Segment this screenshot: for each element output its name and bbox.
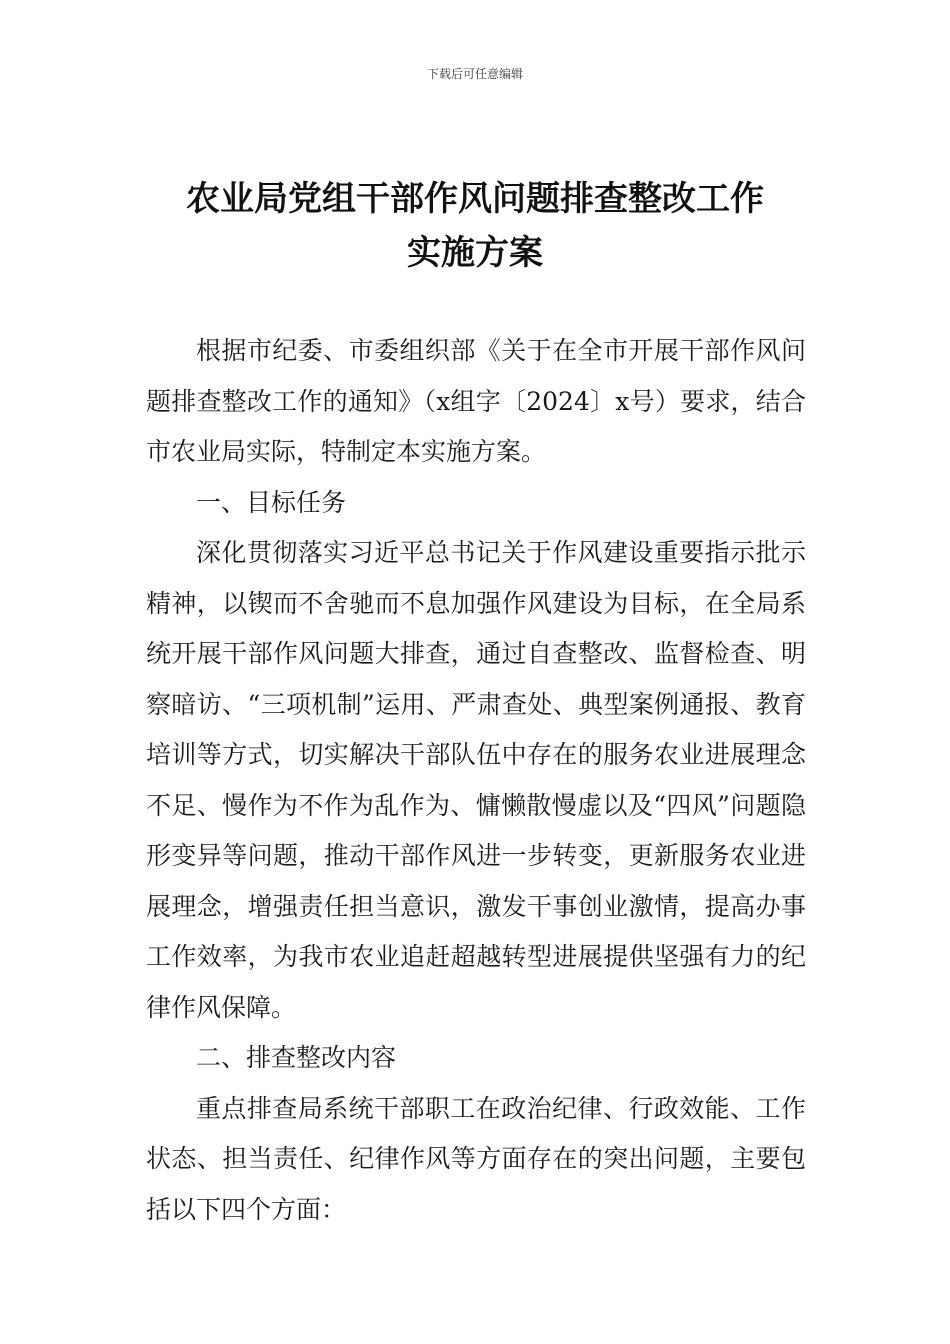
paragraph-intro: 根据市纪委、市委组织部《关于在全市开展干部作风问题排查整改工作的通知》（x组字〔2024〕x号）要求，结合市农业局实际，特制定本实施方案。 [146,336,806,466]
header-note: 下载后可任意编辑 [426,67,523,81]
document-title [120,172,830,280]
heading-section-2: 二、排查整改内容 [196,1043,397,1072]
title-line-1: 农业局党组干部作风问题排查整改工作 [186,179,764,219]
paragraph-goals: 深化贯彻落实习近平总书记关于作风建设重要指示批示精神，以锲而不舍驰而不息加强作风建设为目标，在全局系统开展干部作风问题大排查，通过自查整改、监督检查、明察暗访、“三项机制”运用、严肃查处、典型案例通报、教育培训等方式，切实解决干部队伍中存在的服务农业进展理念不足、慢作为不作为乱作为、慵懒散慢虚以及“四风”问题隐形变异等问题，推动干部作风进一步转变，更新服务农业进展理念，增强责任担当意识，激发干事创业激情，提高办事工作效率，为我市农业追赶超越转型进展提供坚强有力的纪律作风保障。 [146,538,806,1022]
heading-section-1: 一、目标任务 [196,487,347,517]
document-body [146,326,806,1235]
paragraph-content: 重点排查局系统干部职工在政治纪律、行政效能、工作状态、担当责任、纪律作风等方面存在的突出问题，主要包括以下四个方面： [146,1093,806,1224]
title-line-2: 实施方案 [407,233,543,273]
